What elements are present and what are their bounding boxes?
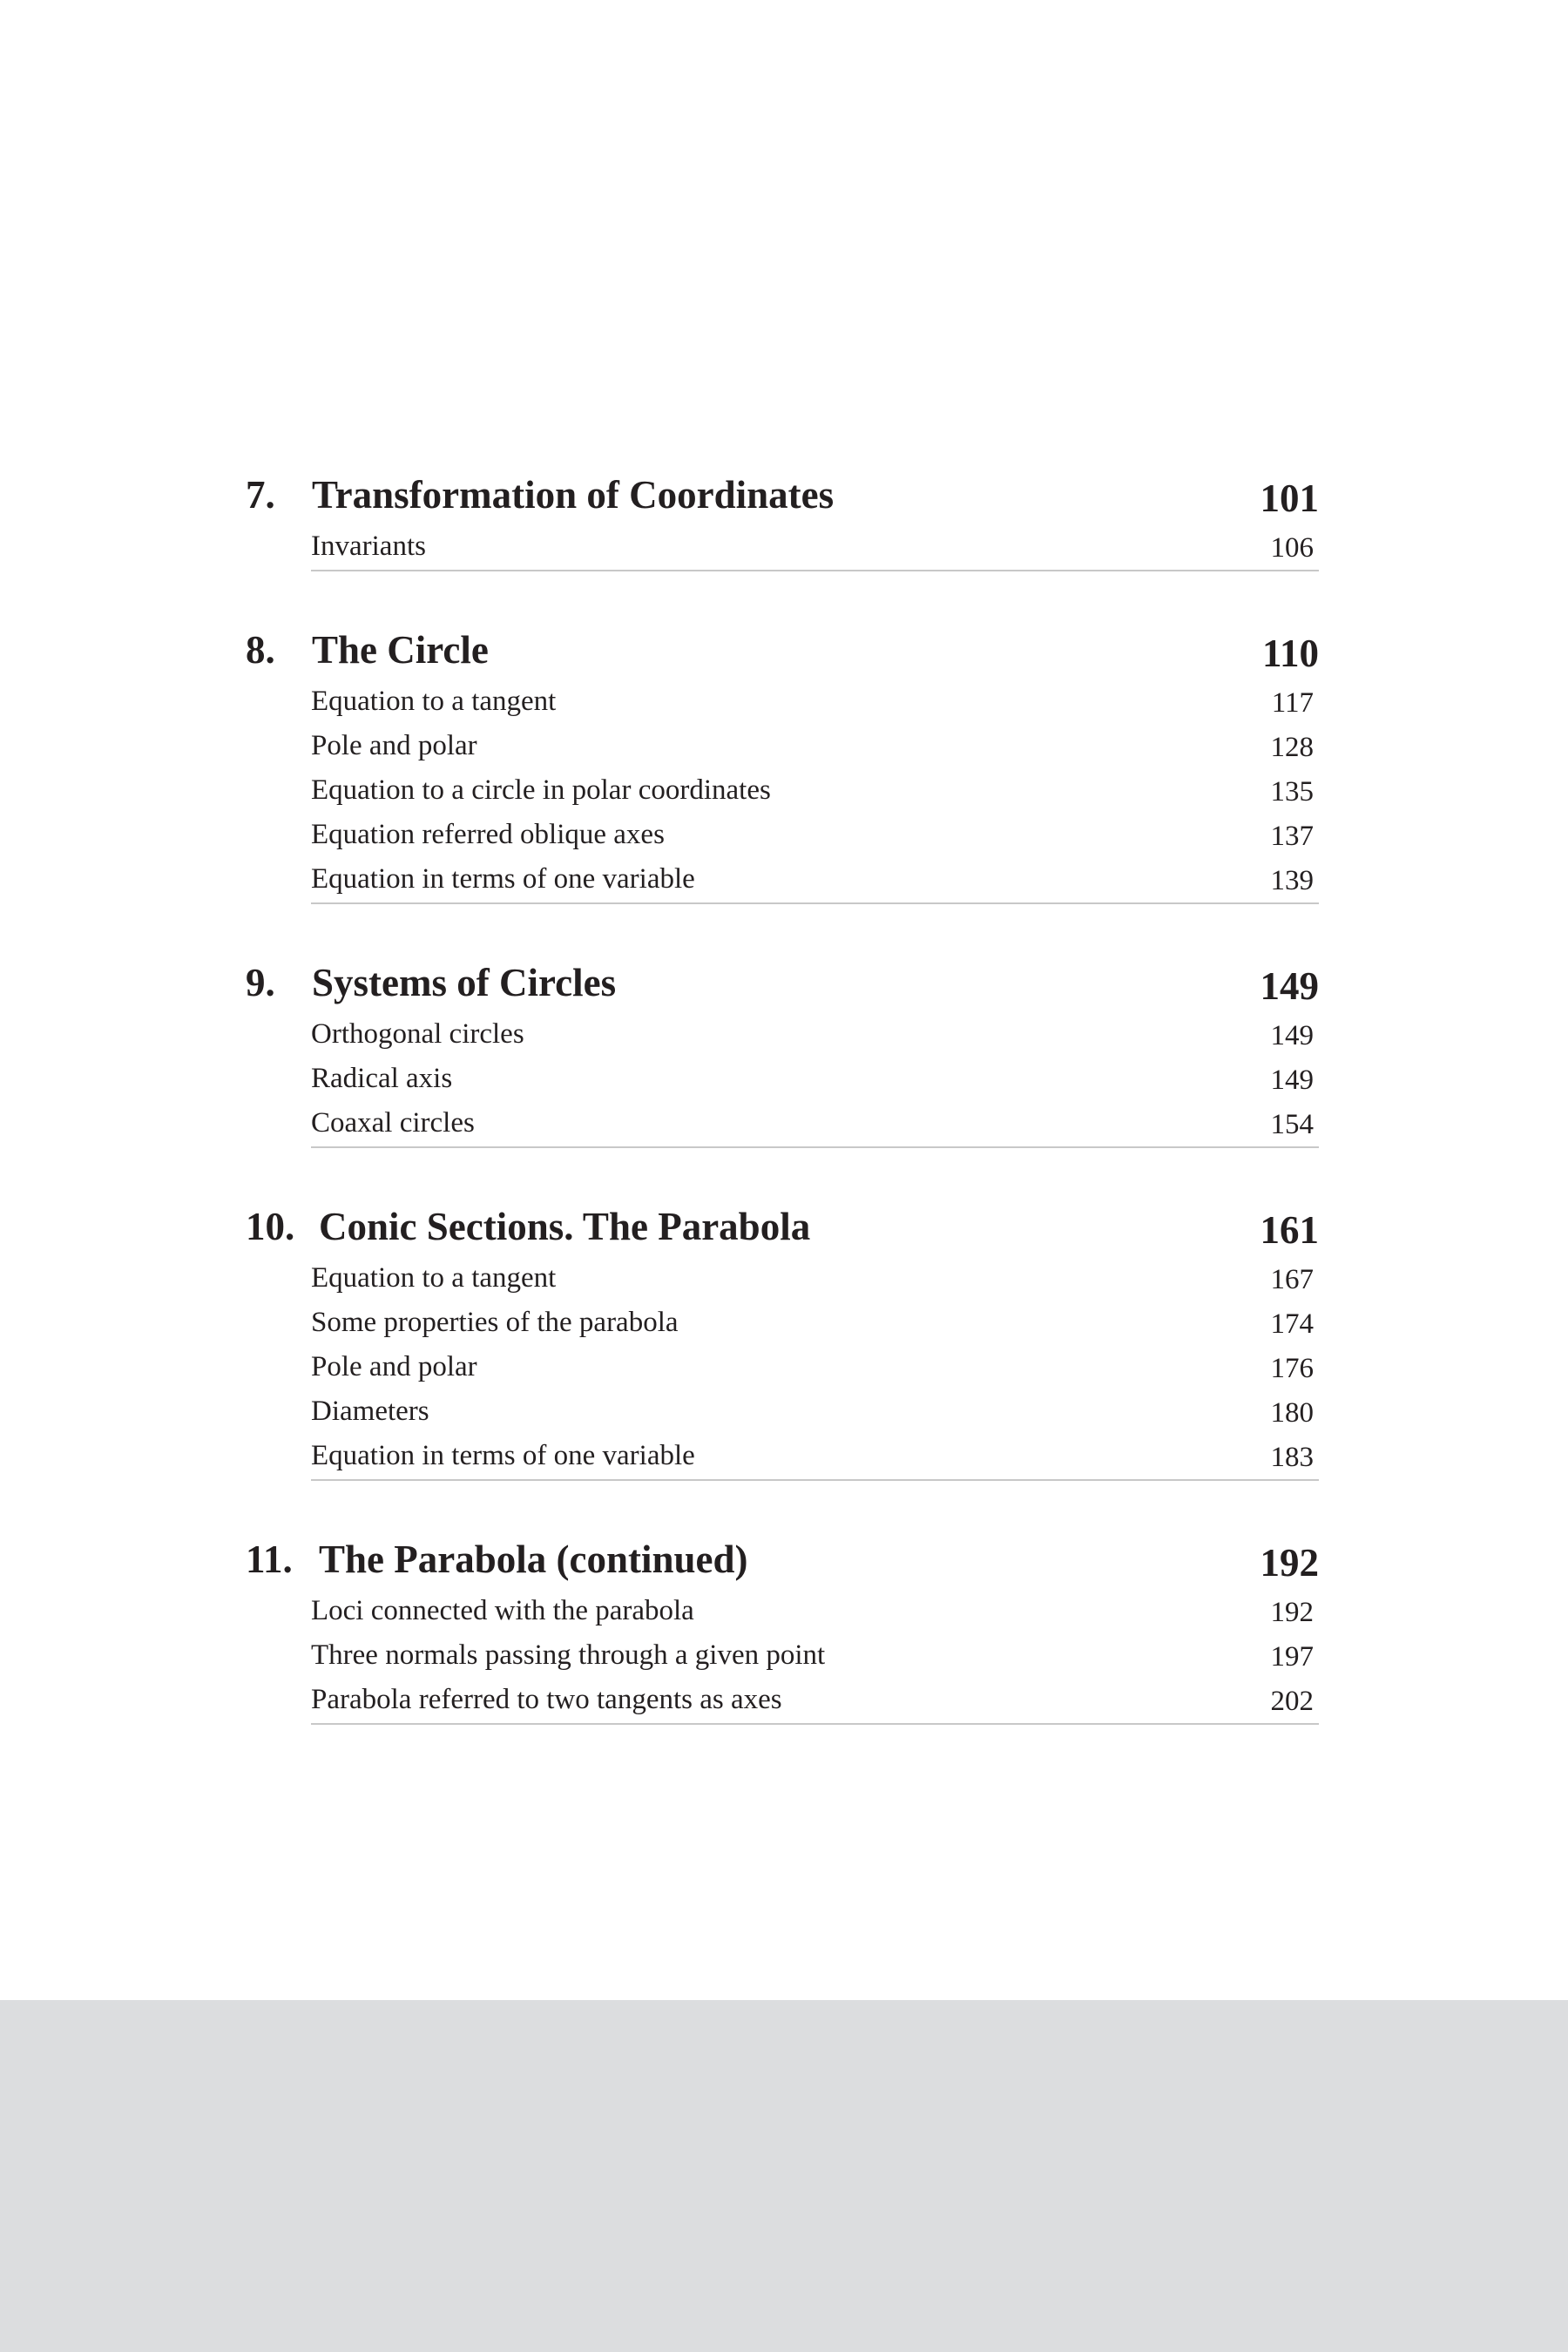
chapter-11 [246,1533,1319,1725]
chapter-heading [246,624,1319,679]
chapter-number: 9. [246,961,275,1004]
section-title: Equation to a circle in polar coordinates [311,774,771,806]
section-entry [311,1633,1319,1678]
chapter-title: The Circle [312,628,489,672]
chapter-title: Transformation of Coordinates [312,473,835,517]
section-entry [311,1057,1319,1101]
section-entry [311,857,1319,902]
chapter-page-number: 161 [1260,1208,1319,1252]
section-page-number: 106 [1270,532,1314,564]
chapter-8 [246,624,1319,904]
section-page-number: 128 [1270,732,1314,763]
section-list [311,1256,1319,1481]
section-title: Pole and polar [311,1351,477,1382]
section-entry [311,679,1319,724]
section-page-number: 149 [1270,1020,1314,1051]
chapter-page-number: 149 [1260,964,1319,1008]
section-entry [311,1678,1319,1723]
section-entry [311,1589,1319,1633]
chapter-number: 11. [246,1538,293,1581]
section-title: Orthogonal circles [311,1018,524,1050]
section-entry [311,1012,1319,1057]
chapter-heading [246,1200,1319,1256]
section-page-number: 183 [1270,1442,1314,1473]
section-page-number: 149 [1270,1064,1314,1096]
chapter-page-number: 192 [1260,1541,1319,1585]
section-entry [311,1345,1319,1389]
section-entry [311,724,1319,768]
chapter-heading [246,956,1319,1012]
chapter-number: 7. [246,473,275,517]
section-page-number: 176 [1270,1353,1314,1384]
section-title: Loci connected with the parabola [311,1595,694,1626]
chapter-number: 10. [246,1205,295,1248]
chapter-heading [246,469,1319,524]
section-title: Equation in terms of one variable [311,863,695,895]
section-page-number: 167 [1270,1264,1314,1295]
section-entry [311,1301,1319,1345]
section-list [311,524,1319,571]
section-title: Pole and polar [311,730,477,761]
section-title: Three normals passing through a given point [311,1639,826,1671]
section-page-number: 197 [1270,1641,1314,1673]
section-page-number: 174 [1270,1308,1314,1340]
section-page-number: 202 [1270,1686,1314,1717]
section-list [311,1012,1319,1148]
chapter-page-number: 110 [1261,632,1319,675]
section-title: Radical axis [311,1063,453,1094]
section-title: Equation to a tangent [311,1262,557,1294]
section-entry [311,768,1319,813]
chapter-10 [246,1200,1319,1481]
chapter-title: Conic Sections. The Parabola [319,1205,811,1248]
section-title: Equation referred oblique axes [311,819,665,850]
chapter-number: 8. [246,628,275,672]
chapter-9 [246,956,1319,1148]
section-entry [311,1101,1319,1146]
section-page-number: 139 [1270,865,1314,896]
page-footer-band [0,2000,1568,2352]
section-title: Equation in terms of one variable [311,1440,695,1471]
section-entry [311,1434,1319,1479]
chapter-heading [246,1533,1319,1589]
section-entry [311,1389,1319,1434]
section-title: Some properties of the parabola [311,1307,679,1338]
section-list [311,679,1319,904]
section-title: Parabola referred to two tangents as axes [311,1684,782,1715]
section-entry [311,524,1319,570]
section-list [311,1589,1319,1725]
section-title: Invariants [311,531,426,562]
chapter-title: Systems of Circles [312,961,617,1004]
section-title: Coaxal circles [311,1107,475,1139]
chapter-page-number: 101 [1260,476,1319,520]
section-page-number: 135 [1270,776,1314,808]
section-page-number: 154 [1270,1109,1314,1140]
section-title: Diameters [311,1396,429,1427]
section-page-number: 137 [1270,821,1314,852]
section-page-number: 117 [1271,687,1314,719]
chapter-7 [246,469,1319,571]
section-title: Equation to a tangent [311,686,557,717]
table-of-contents [246,469,1319,1777]
section-entry [311,813,1319,857]
chapter-title: The Parabola (continued) [319,1538,748,1581]
section-page-number: 192 [1270,1597,1314,1628]
section-page-number: 180 [1270,1397,1314,1429]
section-entry [311,1256,1319,1301]
